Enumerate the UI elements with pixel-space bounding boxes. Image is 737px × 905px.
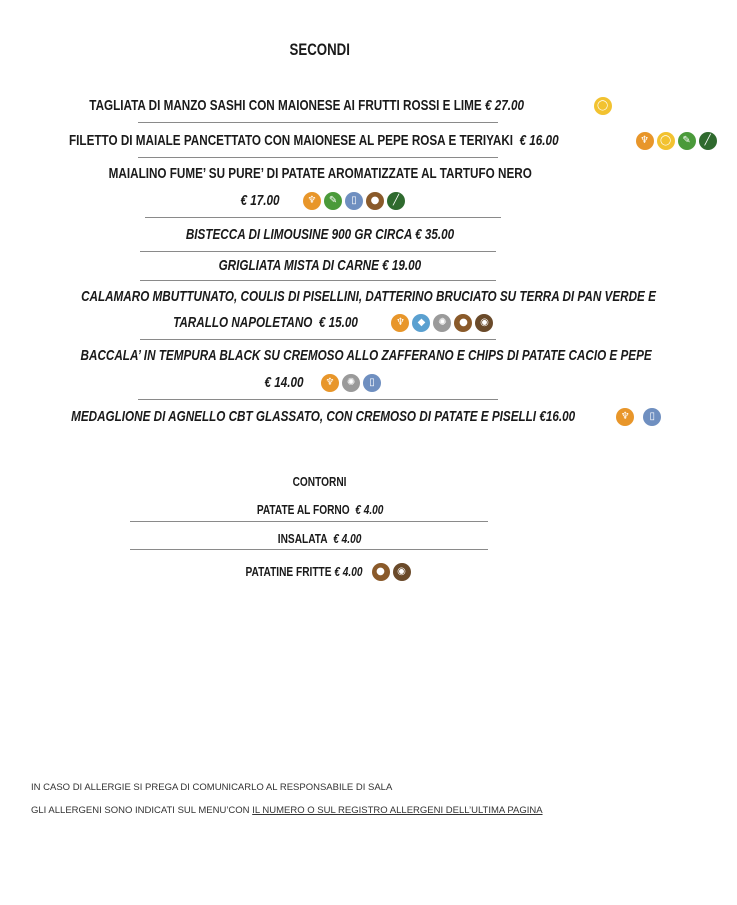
crustacean-icon: ✺ <box>433 314 451 332</box>
egg-icon: ◯ <box>594 97 612 115</box>
nuts-icon: ● <box>366 192 384 210</box>
menu-item-patatine: PATATINE FRITTE € 4.00 ● ◉ <box>0 562 640 582</box>
celery-icon: ╱ <box>387 192 405 210</box>
menu-item-baccala-price: € 14.00 ♆ ✺ ▯ <box>0 373 640 393</box>
egg-icon: ◯ <box>657 132 675 150</box>
page-title: SECONDI <box>289 40 351 59</box>
divider <box>138 157 498 158</box>
allergen-info: GLI ALLERGENI SONO INDICATI SUL MENU’CON IL NUMERO O SUL REGISTRO ALLERGENI DELL’ULTIMA PAGINA <box>31 805 543 816</box>
divider <box>140 339 496 340</box>
menu-item-maialino: MAIALINO FUME’ SU PURE’ DI PATATE AROMATIZZATE AL TARTUFO NERO <box>108 165 532 182</box>
crustacean-icon: ✺ <box>342 374 360 392</box>
fish-icon: ◆ <box>412 314 430 332</box>
gluten-icon: ♆ <box>303 192 321 210</box>
divider <box>140 280 496 281</box>
mustard-icon: ✎ <box>678 132 696 150</box>
menu-item-bistecca: BISTECCA DI LIMOUSINE 900 GR CIRCA € 35.00 <box>185 226 455 243</box>
mustard-icon: ✎ <box>324 192 342 210</box>
nuts-icon: ● <box>372 563 390 581</box>
menu-item-maialino-price: € 17.00 ♆ ✎ ▯ ● ╱ <box>0 191 640 211</box>
menu-item-calamaro: CALAMARO MBUTTUNATO, COULIS DI PISELLINI, DATTERINO BRUCIATO SU TERRA DI PAN VERDE E <box>81 288 656 305</box>
menu-item-baccala: BACCALA’ IN TEMPURA BLACK SU CREMOSO ALLO ZAFFERANO E CHIPS DI PATATE CACIO E PEPE <box>80 347 652 364</box>
milk-icon: ▯ <box>643 408 661 426</box>
menu-item-filetto: FILETTO DI MAIALE PANCETTATO CON MAIONESE AL PEPE ROSA E TERIYAKI € 16.00 ♆ ◯ ✎ ╱ <box>0 131 640 151</box>
celery-icon: ╱ <box>699 132 717 150</box>
menu-item-grigliata: GRIGLIATA MISTA DI CARNE € 19.00 <box>218 257 422 274</box>
divider <box>138 399 498 400</box>
nuts-icon: ● <box>454 314 472 332</box>
divider <box>145 217 501 218</box>
milk-icon: ▯ <box>345 192 363 210</box>
divider <box>138 122 498 123</box>
allergen-register-link[interactable]: IL NUMERO O SUL REGISTRO ALLERGENI DELL’ULTIMA PAGINA <box>252 805 543 816</box>
menu-item-calamaro-line2: TARALLO NAPOLETANO € 15.00 ♆ ◆ ✺ ● ◉ <box>0 313 640 333</box>
menu-item-insalata: INSALATA € 4.00 <box>278 531 362 546</box>
gluten-icon: ♆ <box>636 132 654 150</box>
gluten-icon: ♆ <box>391 314 409 332</box>
mollusc-icon: ◉ <box>393 563 411 581</box>
divider <box>140 251 496 252</box>
section-title-contorni: CONTORNI <box>293 474 347 489</box>
mollusc-icon: ◉ <box>475 314 493 332</box>
menu-item-tagliata: TAGLIATA DI MANZO SASHI CON MAIONESE AI FRUTTI ROSSI E LIME € 27.00 ◯ <box>0 96 640 116</box>
gluten-icon: ♆ <box>321 374 339 392</box>
gluten-icon: ♆ <box>616 408 634 426</box>
divider <box>130 549 488 550</box>
divider <box>130 521 488 522</box>
menu-item-medaglione: MEDAGLIONE DI AGNELLO CBT GLASSATO, CON CREMOSO DI PATATE E PISELLI €16.00 ♆ ▯ <box>0 407 640 427</box>
milk-icon: ▯ <box>363 374 381 392</box>
menu-item-patate-forno: PATATE AL FORNO € 4.00 <box>256 502 384 517</box>
allergy-notice: IN CASO DI ALLERGIE SI PREGA DI COMUNICARLO AL RESPONSABILE DI SALA <box>31 782 393 793</box>
